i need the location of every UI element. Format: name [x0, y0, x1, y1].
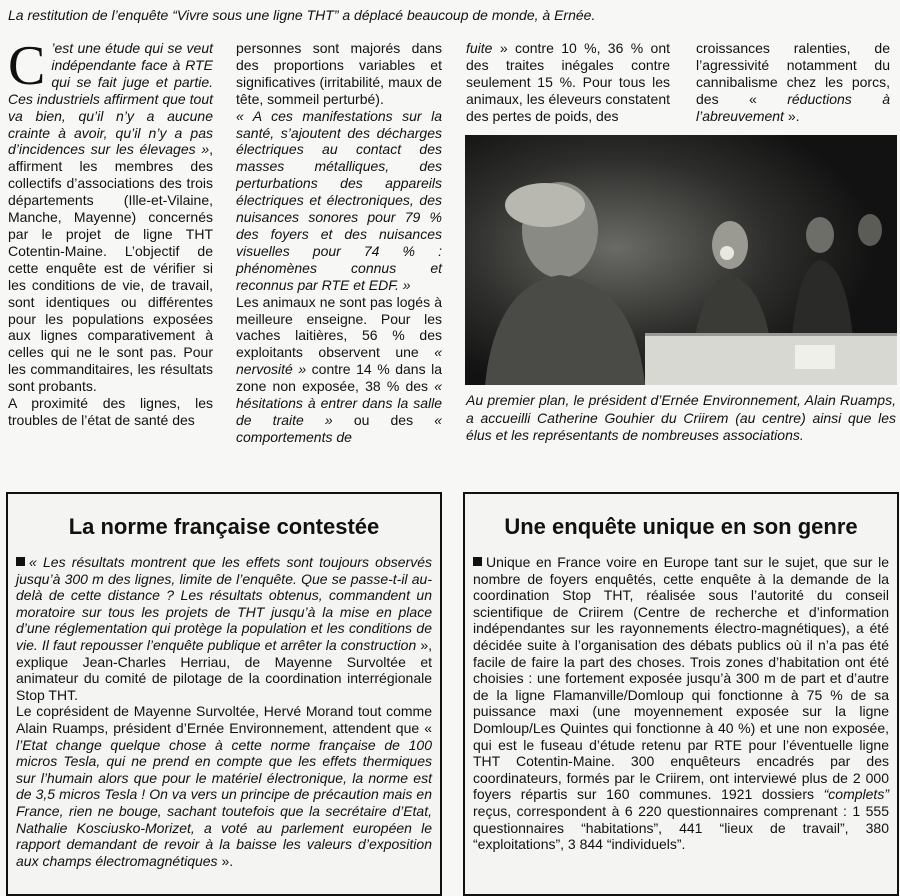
meeting-photo — [465, 135, 897, 385]
article-column-4 — [696, 40, 890, 125]
body-text: ou des — [353, 411, 414, 428]
box-title: Une enquête unique en son genre — [504, 514, 858, 539]
body-text: contre 14 % dans la zone non exposée, 38 % des — [236, 361, 442, 395]
article-column-3 — [466, 40, 670, 125]
article-column-1 — [8, 35, 213, 429]
box-paragraph — [16, 554, 432, 703]
body-text: », explique Jean-Charles Herriau, de Mayenne Survoltée et animateur du comité de pilotage de la coordination interrégionale Stop THT. — [16, 636, 432, 703]
body-text: Le coprésident de Mayenne Survoltée, Hervé Morand tout comme Alain Ruamps, président d’Ernée Environnement, attendent que « — [16, 703, 432, 736]
quote-text: l’Etat change quelque chose à cette norme française de 100 micros Tesla, qui ne prend en compte que les effets thermiques sur l’humain alors que pour le matériel électronique, la norme est de 3,5 micros Tesla ! On va vers un principe de précaution mais en France, rien ne bouge, sachant toutefois que la secrétaire d’Etat, Nathalie Kosciusko-Morizet, a voté au parlement européen le rapport demandant de revoir à la baisse les valeurs d’exposition aux champs électromagnétiques — [16, 736, 432, 869]
bullet-square-icon — [16, 557, 25, 566]
quote-text: « hésitations à entrer dans la salle de traite » — [236, 378, 442, 428]
quote-text: “complets” — [823, 786, 889, 803]
sidebar-box-enquete — [463, 492, 899, 896]
box-title: La norme française contestée — [68, 514, 380, 539]
photo-image — [465, 135, 897, 385]
article-paragraph — [8, 35, 213, 395]
article-paragraph — [466, 40, 670, 125]
box-paragraph — [16, 703, 432, 869]
quote-text: ’est une étude qui se veut indépendante face à RTE qui se fait juge et partie. Ces industriels affirment que tout va bien, qu’il n’y a aucune crainte à avoir, qu’il n’y a pas d’incidences sur les élevages » — [8, 40, 213, 158]
article-paragraph: A proximité des lignes, les troubles de l’état de santé des — [8, 395, 213, 428]
body-text: » contre 10 %, 36 % ont des traites inégales contre seulement 15 %. Pour tous les animaux, les éleveurs constatent des pertes de poids, des — [466, 40, 670, 124]
bullet-square-icon — [473, 557, 482, 566]
quote-text: « comportements de — [236, 411, 442, 445]
box-body — [465, 554, 897, 853]
body-text: , affirment les membres des collectifs d’associations des trois départements (Ille-et-Vilaine, Manche, Mayenne) concernés par le projet de ligne THT Cotentin-Maine. L’objectif de cette enquête est de vérifier si les conditions de vie, de travail, sont identiques ou différentes pour les populations exposées aux lignes comparativement à celles qui ne le sont pas. Pour les commanditaires, les résultats sont probants. — [8, 141, 213, 395]
sidebar-box-norme — [6, 492, 442, 896]
box-paragraph — [473, 554, 889, 853]
body-text: croissances ralenties, de l’agressivité notamment du cannibalisme chez les porcs, des « — [696, 40, 890, 107]
body-text: Unique en France voire en Europe tant sur le sujet, que sur le nombre de foyers enquêtés, cette enquête à la demande de la coordination Stop THT, réalisée sous l’autorité du conseil scientifique de Criirem (Centre de recherche et d’information indépendantes sur les rayonnements électro-magnétiques), a été décidée suite à l’organisation des débats publics où il n’a pas été facile de faire la part des choses. Trois zones d’habitation ont été choisies : une fortement exposée jusqu’à 300 m de part et d’autre de la ligne Flamanville/Domloup qui fonctionne à 75 % de sa puissance maxi (une moyennement exposée sur la ligne Domloup/Les Quintes qui fonctionne à 40 %) et une non exposée, qui est le fuseau d’étude retenu par RTE pour l’éventuelle ligne THT Cotentin-Maine. 300 enquêteurs encadrés par des coordinateurs, formés par le Criirem, ont interviewé plus de 2 000 foyers répartis sur 160 communes. 1921 dossiers — [473, 554, 889, 803]
article-paragraph: personnes sont majorés dans des proportions variables et significatives (irritabilité, maux de tête, sommeil perturbé). — [236, 40, 442, 107]
article-paragraph — [236, 294, 442, 446]
article-quote: « A ces manifestations sur la santé, s’ajoutent des décharges électriques au contact des masses métalliques, des perturbations des appareils électriques et électroniques, des nuisances sonores pour 79 % des foyers et des nuisances visuelles pour 74 % : phénomènes connus et reconnus par RTE et EDF. » — [236, 107, 442, 293]
body-text: ». — [783, 107, 800, 124]
body-text: Les animaux ne sont pas logés à meilleure enseigne. Pour les vaches laitières, 56 % des exploitants observent une — [236, 293, 442, 361]
box-body — [8, 554, 440, 869]
drop-cap: C — [8, 35, 46, 97]
photo-caption: Au premier plan, le président d’Ernée Environnement, Alain Ruamps, a accueilli Catherine Gouhier du Criirem (au centre) ainsi que les élus et les représentants de nombreuses associations. — [466, 392, 896, 443]
quote-text: « Les résultats montrent que les effets sont toujours observés jusqu’à 300 m des lignes, limite de l’enquête. Que se passe-t-il au-delà de cette distance ? Les résultats obtenus, commandent un moratoire sur tous les projets de THT jusqu’à la mise en place d’une réglementation qui protège la population et les conditions de vie. Il faut repousser l’enquête publique et arrêter la construction — [16, 554, 432, 653]
article-column-2 — [236, 40, 442, 446]
quote-text: fuite — [466, 40, 493, 56]
body-text: reçus, correspondent à 6 220 questionnaires comprenant : 1 555 questionnaires “habitations”, 441 “lieux de travail”, 380 “exploitations”, 3 844 “individuels”. — [473, 802, 889, 853]
article-paragraph — [696, 40, 890, 125]
quote-text: « nervosité » — [236, 344, 442, 378]
quote-text: réductions à l’abreuvement — [696, 90, 890, 124]
body-text: ». — [217, 852, 234, 869]
photo-caption-top: La restitution de l’enquête “Vivre sous une ligne THT” a déplacé beaucoup de monde, à Ernée. — [8, 7, 596, 23]
